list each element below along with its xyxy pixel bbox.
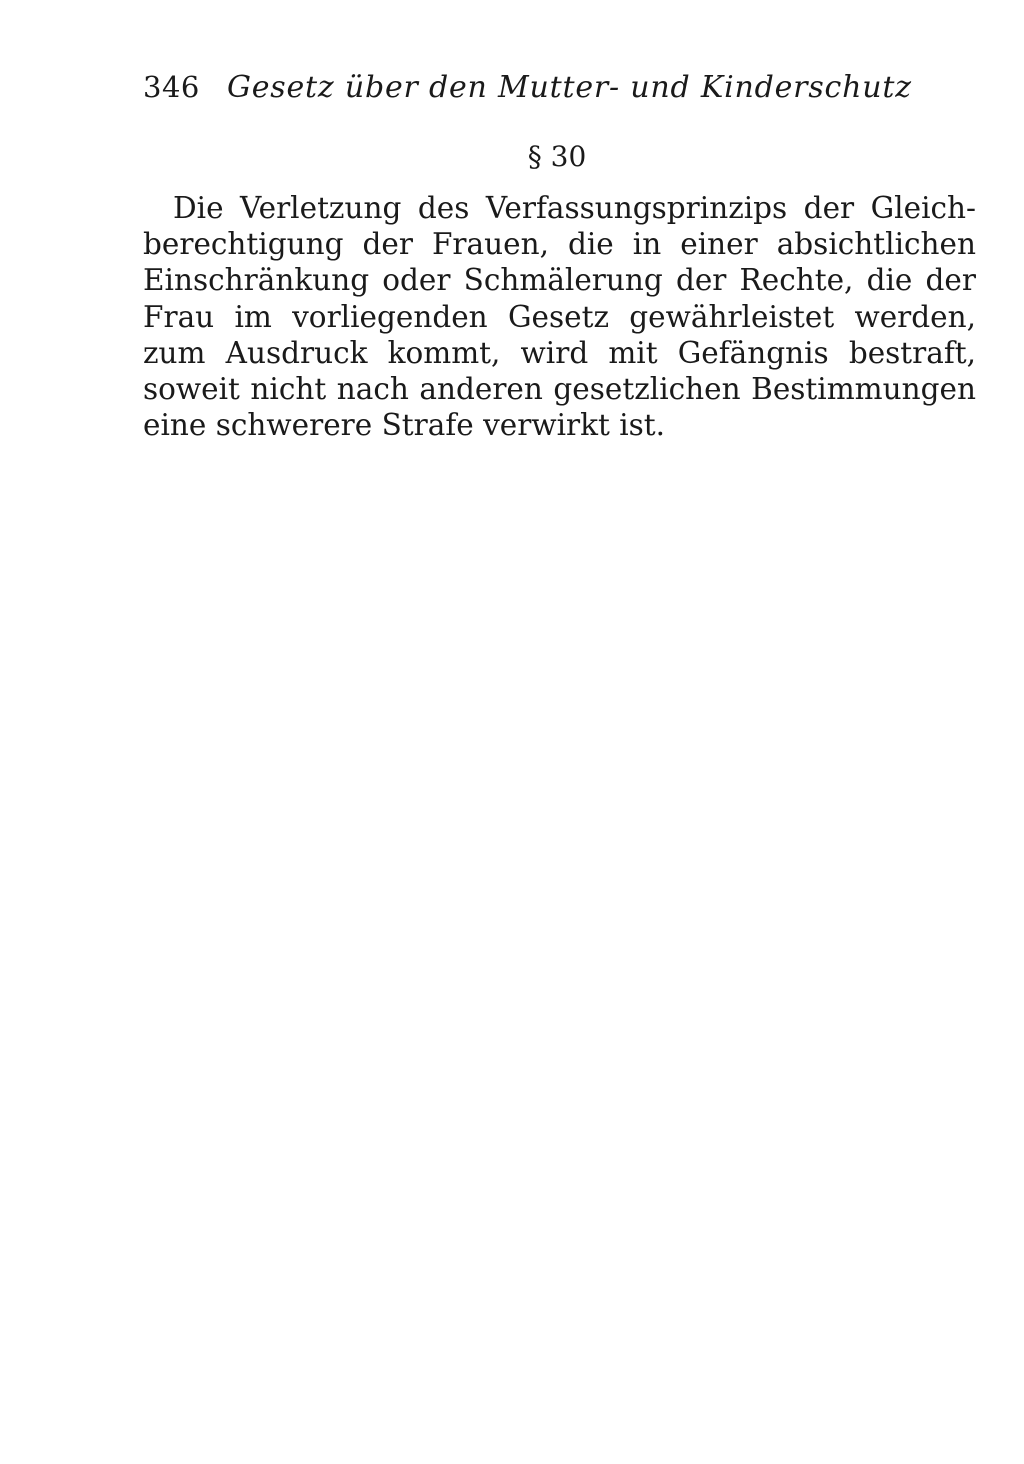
text-line: zum Ausdruck kommt, wird mit Gefängnis bestraft, <box>143 335 976 370</box>
running-title: Gesetz über den Mutter- und Kinderschutz <box>226 70 912 105</box>
text-line: eine schwerere Strafe verwirkt ist. <box>143 408 666 443</box>
text-line: Einschränkung oder Schmälerung der Rechte, die der <box>143 263 976 298</box>
text-line: berechtigung der Frauen, die in einer absichtlichen <box>143 227 976 262</box>
page-header <box>143 70 912 114</box>
text-line: soweit nicht nach anderen gesetzlichen Bestimmungen <box>143 371 976 406</box>
section-heading: § 30 <box>527 140 587 173</box>
page-number: 346 <box>143 70 200 104</box>
text-line: Die Verletzung des Verfassungsprinzips der Gleich- <box>173 191 976 225</box>
text-line: Frau im vorliegenden Gesetz gewährleistet werden, <box>143 299 976 334</box>
section-body <box>143 190 976 443</box>
